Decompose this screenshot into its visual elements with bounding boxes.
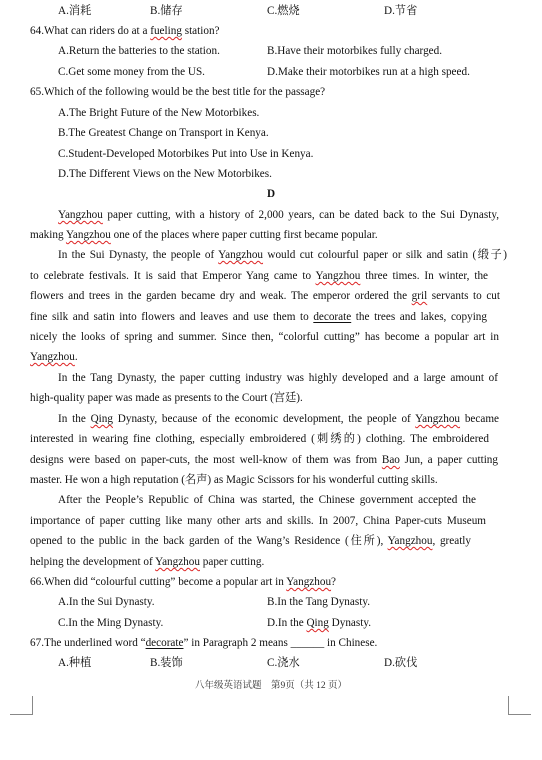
q66-option-c: C.In the Ming Dynasty. bbox=[58, 617, 164, 629]
passage-line: Yangzhou paper cutting, with a history of 2,000 years, can be dated back to the Sui Dynasty, bbox=[58, 209, 499, 221]
passage-line: designs were based on paper-cuts, the most well-know of them was from Bao Jun, a paper cutting bbox=[30, 454, 498, 466]
q65-option-b: B.The Greatest Change on Transport in Kenya. bbox=[58, 127, 269, 139]
q66-stem: 66.When did “colourful cutting” become a popular art in Yangzhou? bbox=[30, 576, 337, 588]
section-title: D bbox=[266, 188, 276, 200]
q66-option-a: A.In the Sui Dynasty. bbox=[58, 596, 155, 608]
passage-line: flowers and trees in the garden became dry and weak. The emperor ordered the gril servants to cut bbox=[30, 290, 500, 302]
q65-option-c: C.Student-Developed Motorbikes Put into Use in Kenya. bbox=[58, 148, 314, 160]
q63-option-c: C.燃烧 bbox=[267, 5, 300, 17]
q67-option-b: B.装饰 bbox=[150, 657, 183, 669]
q63-option-b: B.储存 bbox=[150, 5, 183, 17]
passage-line: to celebrate festivals. It is said that Emperor Yang came to Yangzhou three times. In winter, the bbox=[30, 270, 488, 282]
passage-line: nicely the looks of spring and summer. Since then, “colorful cutting” has become a popular art in bbox=[30, 331, 499, 343]
passage-line: opened to the public in the back garden of the Wang’s Residence (住所), Yangzhou, greatly bbox=[30, 535, 472, 547]
passage-line: high-quality paper was made as presents to the Court (宫廷). bbox=[30, 392, 303, 404]
passage-line: In the Tang Dynasty, the paper cutting industry was highly developed and a large amount of bbox=[58, 372, 498, 384]
q63-option-a: A.消耗 bbox=[58, 5, 92, 17]
q64-option-c: C.Get some money from the US. bbox=[58, 66, 205, 78]
q65-option-a: A.The Bright Future of the New Motorbikes. bbox=[58, 107, 260, 119]
q64-option-a: A.Return the batteries to the station. bbox=[58, 45, 220, 57]
q67-option-d: D.砍伐 bbox=[384, 657, 418, 669]
corner-mark-right bbox=[508, 696, 531, 715]
q65-stem: 65.Which of the following would be the best title for the passage? bbox=[30, 86, 326, 98]
corner-mark-left bbox=[10, 696, 33, 715]
q65-option-d: D.The Different Views on the New Motorbikes. bbox=[58, 168, 272, 180]
passage-line: In the Qing Dynasty, because of the economic development, the people of Yangzhou became bbox=[58, 413, 499, 425]
q64-option-d: D.Make their motorbikes run at a high speed. bbox=[267, 66, 470, 78]
q63-option-d: D.节省 bbox=[384, 5, 418, 17]
passage-line: After the People’s Republic of China was started, the Chinese government accepted the bbox=[58, 494, 476, 506]
underlined-word-decorate: decorate bbox=[313, 311, 352, 323]
q67-stem: 67.The underlined word “decorate” in Paragraph 2 means ______ in Chinese. bbox=[30, 637, 378, 649]
q66-option-d: D.In the Qing Dynasty. bbox=[267, 617, 371, 629]
passage-line: In the Sui Dynasty, the people of Yangzhou would cut colourful paper or silk and satin (缎子) bbox=[58, 249, 507, 261]
passage-line: importance of paper cutting like many other arts and skills. In 2007, China Paper-cuts Museum bbox=[30, 515, 486, 527]
q64-stem: 64.What can riders do at a fueling station? bbox=[30, 25, 220, 37]
q64-option-b: B.Have their motorbikes fully charged. bbox=[267, 45, 443, 57]
passage-line: Yangzhou. bbox=[30, 351, 78, 363]
answer-blank: ______ bbox=[290, 637, 325, 649]
passage-line: fine silk and satin into flowers and leaves and use them to decorate the trees and lakes, copying bbox=[30, 311, 487, 323]
q67-option-c: C.浇水 bbox=[267, 657, 300, 669]
passage-line: helping the development of Yangzhou paper cutting. bbox=[30, 556, 265, 568]
passage-line: master. He won a high reputation (名声) as Magic Scissors for his wonderful cutting skills. bbox=[30, 474, 438, 486]
passage-line: interested in wearing fine clothing, especially embroidered (刺绣的) clothing. The embroidered bbox=[30, 433, 489, 445]
passage-line: making Yangzhou one of the places where paper cutting first became popular. bbox=[30, 229, 378, 241]
q67-option-a: A.种植 bbox=[58, 657, 92, 669]
page-footer: 八年级英语试题 第9页（共 12 页） bbox=[194, 681, 347, 691]
q66-option-b: B.In the Tang Dynasty. bbox=[267, 596, 370, 608]
